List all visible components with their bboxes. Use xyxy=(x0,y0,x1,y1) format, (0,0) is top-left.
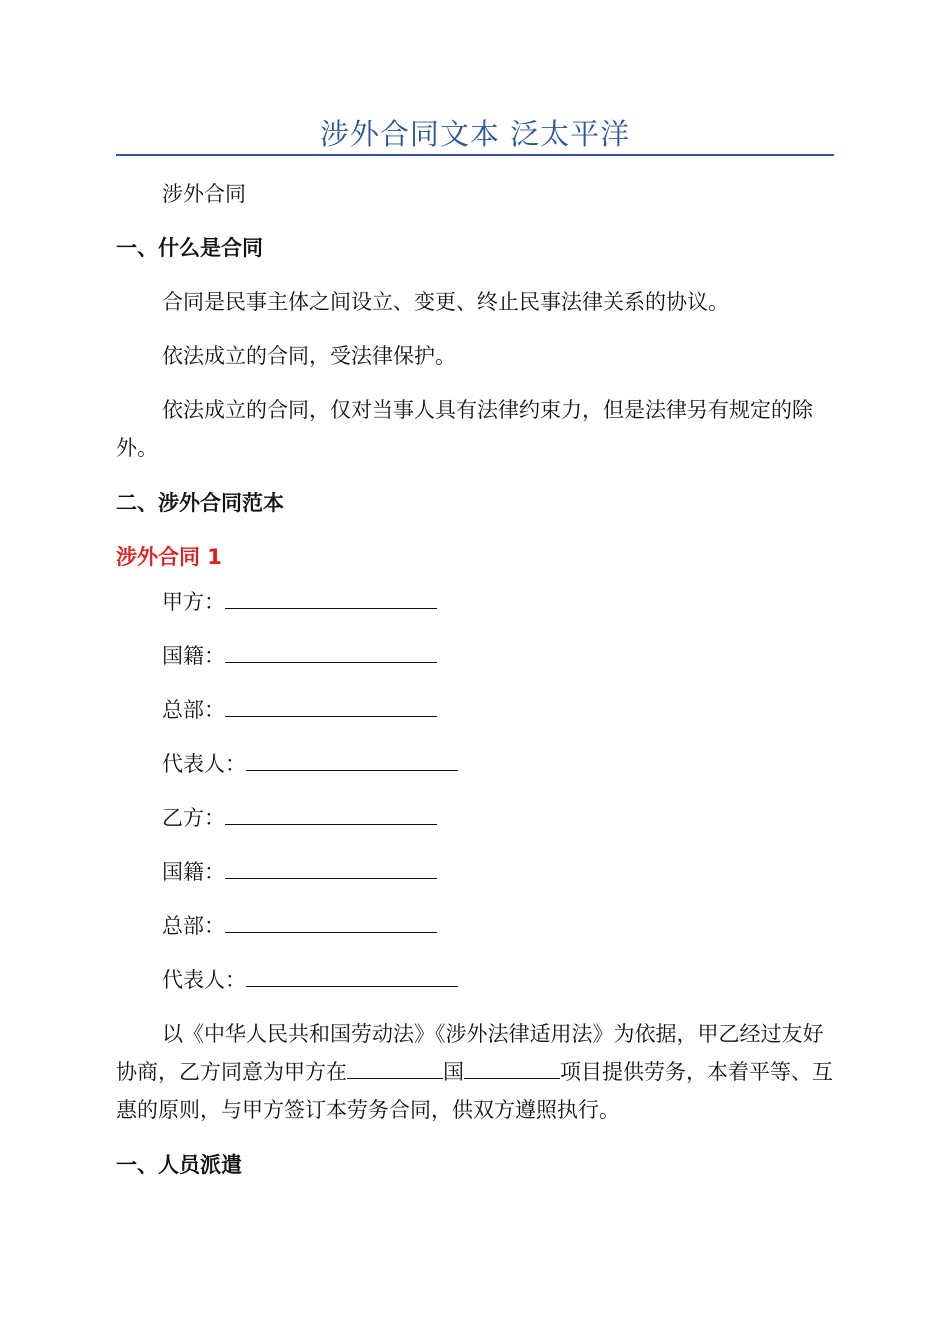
blank-line xyxy=(225,640,437,663)
field-label: 总部： xyxy=(162,914,225,938)
field-label: 代表人： xyxy=(162,752,246,776)
field-label: 乙方： xyxy=(162,806,225,830)
intro-paragraph xyxy=(116,1015,834,1129)
intro-text-b: 国 xyxy=(443,1060,464,1084)
field-representative-b xyxy=(116,961,834,999)
blank-line xyxy=(225,586,437,609)
field-label: 国籍： xyxy=(162,860,225,884)
section-heading-personnel: 一、人员派遣 xyxy=(116,1153,242,1177)
paragraph-2: 依法成立的合同，受法律保护。 xyxy=(162,344,456,368)
subtitle: 涉外合同 xyxy=(162,182,246,206)
field-label: 甲方： xyxy=(162,590,225,614)
intro-text-a: 以《中华人民共和国劳动法》《涉外法律适用法》为依据，甲乙经过友好协商，乙方同意为甲方在 xyxy=(116,1022,824,1084)
title-underline xyxy=(116,154,834,156)
field-headquarters-a xyxy=(116,691,834,729)
blank-line xyxy=(464,1056,560,1079)
field-party-a xyxy=(116,583,834,621)
paragraph-3: 依法成立的合同，仅对当事人具有法律约束力，但是法律另有规定的除外。 xyxy=(116,398,813,460)
sample-contract-title: 涉外合同 1 xyxy=(116,545,222,569)
blank-line xyxy=(225,910,437,933)
section-heading-1: 一、什么是合同 xyxy=(116,236,263,260)
field-label: 国籍： xyxy=(162,644,225,668)
section-heading-2: 二、涉外合同范本 xyxy=(116,491,284,515)
paragraph-1: 合同是民事主体之间设立、变更、终止民事法律关系的协议。 xyxy=(162,290,729,314)
blank-line xyxy=(225,802,437,825)
field-headquarters-b xyxy=(116,907,834,945)
blank-line xyxy=(246,964,458,987)
blank-line xyxy=(246,748,458,771)
intro-text-c: 项目提供劳务，本着平等、互惠的原则，与甲方签订本劳务合同，供双方遵照执行。 xyxy=(116,1060,833,1122)
blank-line xyxy=(225,694,437,717)
field-label: 总部： xyxy=(162,698,225,722)
field-party-b xyxy=(116,799,834,837)
blank-line xyxy=(347,1056,443,1079)
field-nationality-a xyxy=(116,637,834,675)
blank-line xyxy=(225,856,437,879)
field-nationality-b xyxy=(116,853,834,891)
field-representative-a xyxy=(116,745,834,783)
document-title: 涉外合同文本 泛太平洋 xyxy=(319,117,631,151)
field-label: 代表人： xyxy=(162,968,246,992)
